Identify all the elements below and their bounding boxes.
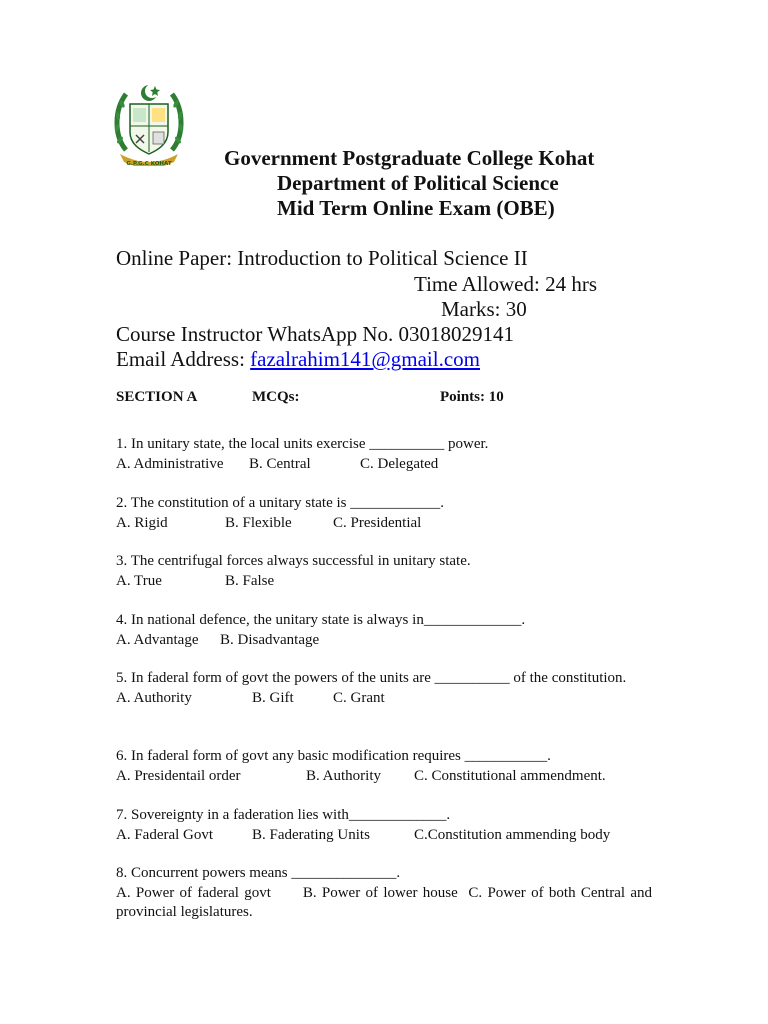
options-row: [116, 455, 652, 475]
option-b: B. Authority: [306, 767, 382, 784]
option-a: A. Administrative: [116, 455, 224, 472]
college-logo: [112, 80, 186, 166]
question-text: 3. The centrifugal forces always successful in unitary state.: [116, 553, 471, 569]
question-6: [116, 747, 652, 786]
options-row: [116, 572, 652, 592]
question-3: [116, 552, 652, 591]
question-4: [116, 611, 652, 650]
paper-title: Online Paper: Introduction to Political Science II: [116, 246, 528, 270]
question-text: 5. In faderal form of govt the powers of the units are __________ of the constitution.: [116, 670, 627, 686]
options-row: [116, 631, 652, 651]
option-c: C. Constitutional ammendment.: [414, 767, 606, 784]
question-text: 8. Concurrent powers means ______________.: [116, 865, 401, 881]
option-a: A. True: [116, 572, 162, 589]
question-text: 4. In national defence, the unitary state is always in_____________.: [116, 612, 526, 628]
options-row: [116, 514, 652, 534]
question-8: [116, 864, 652, 923]
email-address-line: [116, 347, 480, 372]
section-name: SECTION A: [116, 389, 198, 405]
section-type: MCQs:: [252, 389, 300, 405]
option-b: B. Gift: [252, 689, 294, 706]
total-marks: Marks: 30: [441, 297, 527, 321]
option-a: A. Power of faderal govt: [116, 884, 271, 901]
options-row: [116, 767, 652, 787]
options-row: [116, 884, 652, 923]
option-a: A. Rigid: [116, 514, 168, 531]
question-text: 2. The constitution of a unitary state is ____________.: [116, 495, 445, 511]
instructor-whatsapp: Course Instructor WhatsApp No. 03018029141: [116, 322, 514, 346]
time-allowed: Time Allowed: 24 hrs: [414, 272, 597, 296]
option-a: A. Advantage: [116, 631, 199, 648]
option-c: C.Constitution ammending body: [414, 826, 611, 843]
question-text: 1. In unitary state, the local units exercise __________ power.: [116, 436, 489, 452]
options-row: [116, 826, 652, 846]
exam-title: Mid Term Online Exam (OBE): [277, 196, 555, 220]
question-text: 6. In faderal form of govt any basic modification requires ___________.: [116, 748, 551, 764]
section-header: [116, 389, 656, 411]
option-c: C. Delegated: [360, 455, 439, 472]
option-a: A. Faderal Govt: [116, 826, 214, 843]
option-b: B. Central: [249, 455, 311, 472]
options-row: [116, 689, 652, 709]
option-a: A. Authority: [116, 689, 192, 706]
question-2: [116, 494, 652, 533]
question-7: [116, 806, 652, 845]
option-b: B. Faderating Units: [252, 826, 370, 843]
option-b: B. Disadvantage: [220, 631, 320, 648]
option-b: B. Power of lower house: [302, 884, 458, 901]
option-c: C. Power of both Central and provincial legislatures.: [116, 884, 653, 920]
email-link[interactable]: fazalrahim141@gmail.com: [250, 347, 480, 371]
section-points: Points: 10: [440, 389, 504, 405]
option-a: A. Presidentail order: [116, 767, 241, 784]
question-5: [116, 669, 652, 708]
option-c: C. Grant: [333, 689, 385, 706]
svg-text:G.P.G.C KOHAT: G.P.G.C KOHAT: [126, 161, 172, 166]
option-b: B. False: [225, 572, 275, 589]
department-title: Department of Political Science: [277, 171, 559, 195]
question-text: 7. Sovereignty in a faderation lies with_____________.: [116, 807, 451, 823]
college-title: Government Postgraduate College Kohat: [224, 146, 595, 170]
question-1: [116, 435, 652, 474]
email-label: Email Address:: [116, 347, 251, 371]
option-b: B. Flexible: [225, 514, 292, 531]
option-c: C. Presidential: [333, 514, 422, 531]
